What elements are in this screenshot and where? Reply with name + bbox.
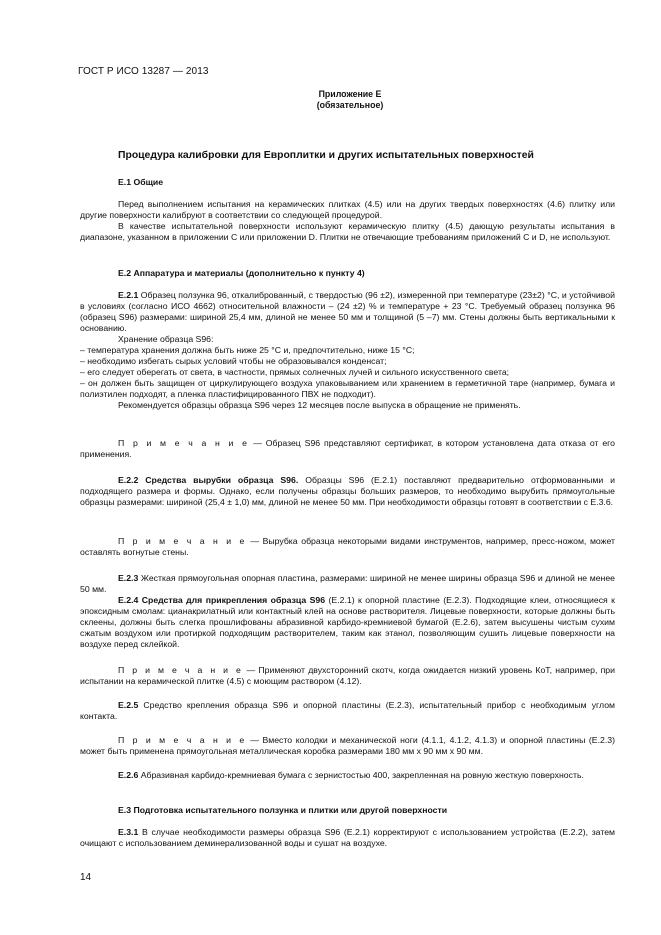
main-title: Процедура калибровки для Европлитки и других испытательных поверхностей — [118, 150, 534, 161]
clause-number: Е.3.1 — [118, 827, 139, 837]
paragraph-e2-1 — [80, 290, 615, 411]
paragraph-text — [80, 290, 615, 334]
clause-number: Е.2.6 — [118, 770, 139, 780]
paragraph-e2-3 — [80, 573, 615, 595]
paragraph-text: В качестве испытательной поверхности используют керамическую плитку (4.5) дающую результаты испытания в диапазоне, указанном в приложении С или приложении D. Плитки не отвечающие требованиям приложений С и D, не используют. — [80, 221, 615, 242]
note-label: П р и м е ч а н и е — [118, 665, 244, 675]
section-heading-e1: Е.1 Общие — [118, 177, 164, 187]
list-item: – он должен быть защищен от циркулирующего воздуха упаковыванием или хранением в герметичной таре (например, бумага и полиэтилен подходят, а пленка пластифицированного ПВХ не подходит). — [80, 378, 615, 399]
clause-text: Абразивная карбидо-кремниевая бумага с зернистостью 400, закрепленная на ровную жесткую поверхность. — [138, 770, 584, 780]
page-header: ГОСТ Р ИСО 13287 — 2013 — [78, 66, 209, 77]
clause-text: Образец ползунка 96, откалиброванный, с твердостью (96 ±2), измеренной при температуре (23±2) °С, и устойчивой в условиях (согласно ИСО 4662) относительной влажности – (24 ±2) % и температуре + 23 °С. Требуемый образец ползунка 96 (образец S96) размерами: шириной 25,4 мм, длиной не менее 50 мм и толщиной (5 –7) мм. Стены должны быть вертикальными к основанию. — [80, 290, 615, 333]
paragraph-e2-4 — [80, 595, 615, 650]
section-heading-e3: Е.3 Подготовка испытательного ползунка и плитки или другой поверхности — [118, 805, 448, 815]
note-1 — [80, 438, 615, 460]
clause-text: Жесткая прямоугольная опорная пластина, размерами: шириной не менее ширины образца S96 и длиной не менее 50 мм. — [80, 573, 615, 594]
appendix-status: (обязательное) — [316, 100, 384, 110]
clause-number: Е.2.3 — [118, 573, 139, 583]
paragraph-e2-2 — [80, 475, 615, 508]
note-label: П р и м е ч а н и е — [118, 536, 247, 546]
list-item: – температура хранения должна быть ниже 25 °С и, предпочтительно, ниже 15 °С; — [80, 345, 415, 355]
clause-number: Е.2.4 — [118, 595, 139, 605]
paragraph-e1-general — [80, 199, 615, 243]
note-text: — Образец S96 представляют сертификат, в котором установлена дата отказа от его применения. — [80, 438, 615, 459]
clause-number: Е.2.1 — [118, 290, 139, 300]
paragraph-e2-6 — [80, 770, 615, 781]
paragraph-text: Перед выполнением испытания на керамических плитках (4.5) или на других твердых поверхностях (4.6) плитку или другие поверхности калибруют в соответствии со следующей процедурой. — [80, 199, 615, 220]
note-label: П р и м е ч а н и е — [118, 735, 247, 745]
list-item: – его следует оберегать от света, в частности, прямых солнечных лучей и сильного искусственного света; — [80, 367, 510, 377]
appendix-title: Приложение Е — [318, 89, 382, 99]
note-3 — [80, 665, 615, 687]
note-text: — Применяют двухсторонний скотч, когда ожидается низкий уровень КоТ, например, при испытании на керамической плитке (4.5) с моющим раствором (4.12). — [80, 665, 615, 686]
section-heading-e2: Е.2 Аппаратура и материалы (дополнительно к пункту 4) — [118, 268, 365, 278]
note-label: П р и м е ч а н и е — [118, 438, 250, 448]
page-number: 14 — [80, 872, 92, 883]
clause-text: (Е.2.1) к опорной пластине (Е.2.3). Подходящие клеи, относящиеся к эпоксидным смолам: цианакрилатный или контактный клей на основе растворителя. Лицевые поверхности, которые должны быть склеены, должны быть слегка прошлифованы абразивной карбидо-кремниевой бумагой (Е.2.6), затем высушены чистым сухим сжатым воздухом или протиркой подходящим растворителем, таким как этанол, позволяющим сушить лицевые поверхности на воздухе перед склейкой. — [80, 595, 615, 649]
note-2 — [80, 536, 615, 558]
paragraph-e3-1 — [80, 827, 615, 849]
clause-number: Е.2.5 — [118, 700, 139, 710]
clause-text: Средство крепления образца S96 и опорной пластины (Е.2.3), испытательный прибор с необходимым углом контакта. — [80, 700, 615, 721]
note-4 — [80, 735, 615, 757]
clause-text: Образцы S96 (Е.2.1) поставляют предварительно отформованными и подходящего размера и формы. Однако, если получены образцы больших размеров, то необходимо вырубить прямоугольные образцы размерами: шириной (25,4 ± 1,0) мм, длиной не менее 50 мм. При необходимости образцы готовят в соответствии с Е.3.6. — [80, 475, 616, 507]
list-item: – необходимо избегать сырых условий чтобы не образовывался конденсат; — [80, 356, 387, 366]
paragraph-e2-5 — [80, 700, 615, 722]
paragraph-text: Рекомендуется образцы образца S96 через 12 месяцев после выпуска в обращение не применять. — [118, 400, 521, 410]
note-text: — Вырубка образца некоторыми видами инструментов, например, пресс-ножом, может оставлять вогнутые стены. — [80, 536, 615, 557]
clause-number: Е.2.2 — [118, 475, 139, 485]
note-text: — Вместо колодки и механической ноги (4.1.1, 4.1.2, 4.1.3) и опорной пластины (Е.2.3) может быть применена прямоугольная металлическая коробка размерами 180 мм х 90 мм х 90 мм. — [80, 735, 615, 756]
storage-title: Хранение образца S96: — [118, 334, 214, 344]
clause-title: Средства вырубки образца S96. — [145, 475, 299, 485]
clause-text: В случае необходимости размеры образца S96 (Е.2.1) корректируют с использованием устройства (Е.2.2), затем очищают с использованием деминерализованной воды и сушат на воздухе. — [80, 827, 615, 848]
clause-title: Средства для прикрепления образца S96 — [141, 595, 326, 605]
